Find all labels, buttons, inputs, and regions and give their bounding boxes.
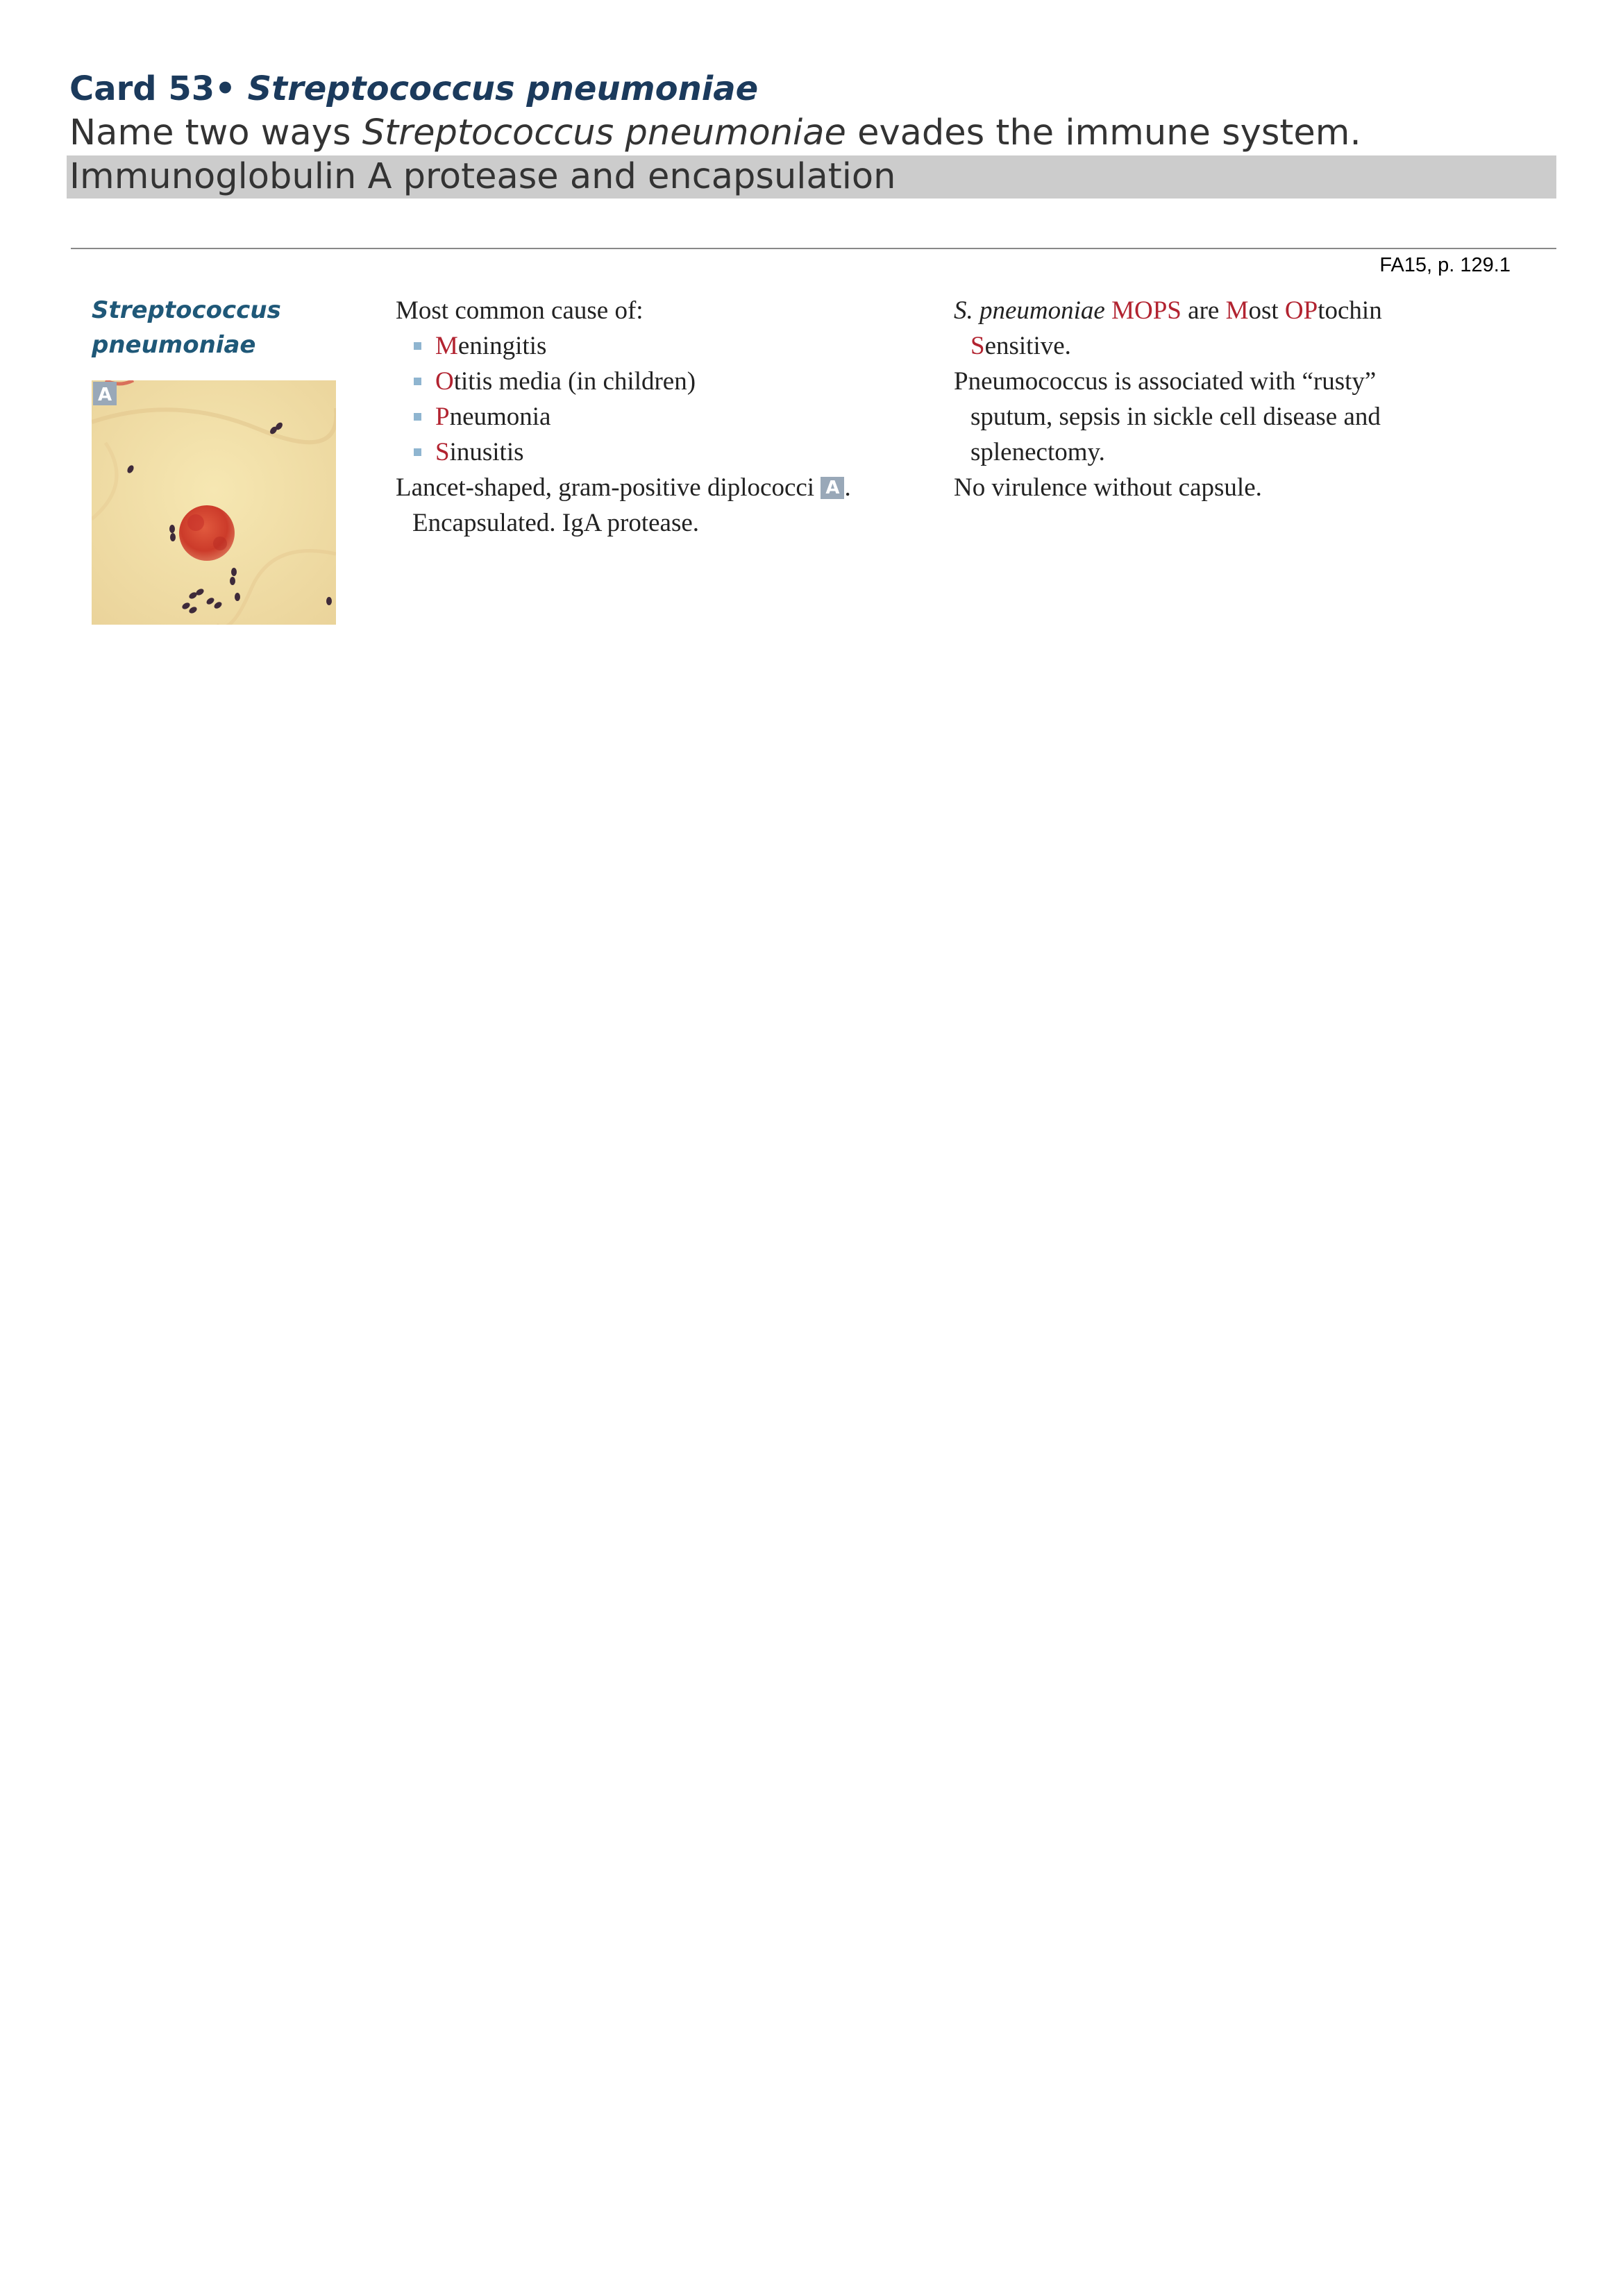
- micrograph-svg: [92, 380, 336, 625]
- bullet-item: [396, 434, 895, 470]
- mops-line: [954, 293, 1523, 328]
- answer-reveal[interactable]: Immunoglobulin A protease and encapsulation: [67, 155, 1556, 199]
- rusty-line-3: splenectomy.: [970, 438, 1105, 466]
- morphology-text: Lancet-shaped, gram-positive diplococci: [396, 473, 815, 502]
- divider: [71, 248, 1556, 249]
- bullet-square-icon: [414, 448, 421, 456]
- mops-m: M: [1225, 296, 1249, 325]
- mnemonic-letter: P: [435, 403, 450, 431]
- question-suffix: evades the immune system.: [846, 112, 1361, 153]
- bullet-square-icon: [414, 378, 421, 385]
- bullet-item: [396, 328, 895, 364]
- mops-s: S: [970, 332, 985, 360]
- section-title-line2: pneumoniae: [92, 331, 256, 359]
- question: [69, 111, 1361, 155]
- mops-ost: ost: [1248, 296, 1285, 325]
- mops-species: pneumoniae: [979, 296, 1105, 325]
- mops-line-2: [954, 328, 1523, 364]
- mops-op: OP: [1284, 296, 1318, 325]
- mops-are: are: [1181, 296, 1226, 325]
- mops-acronym: MOPS: [1104, 296, 1181, 325]
- micrograph-label: A: [97, 385, 112, 405]
- question-prefix: Name two ways: [69, 112, 362, 153]
- bullet-square-icon: [414, 342, 421, 350]
- bullet-square-icon: [414, 413, 421, 421]
- bullet-text: titis media (in children): [453, 367, 696, 396]
- bullet-item: [396, 364, 895, 399]
- mops-tochin: tochin: [1318, 296, 1382, 325]
- mnemonic-letter: S: [435, 438, 450, 466]
- bullet-text: eningitis: [457, 332, 547, 360]
- bullet-text: inusitis: [449, 438, 524, 466]
- card-title: [69, 68, 758, 110]
- rusty-line-2: sputum, sepsis in sickle cell disease and: [970, 403, 1381, 431]
- mnemonic-letter: O: [435, 367, 454, 396]
- card-label: Card 53•: [69, 69, 236, 108]
- card-topic: Streptococcus pneumoniae: [247, 69, 759, 108]
- capsule-line: No virulence without capsule.: [954, 473, 1262, 502]
- image-ref-badge[interactable]: A: [821, 477, 844, 499]
- causes-intro: Most common cause of:: [396, 296, 644, 325]
- section-title: [92, 293, 342, 362]
- morphology-period: .: [844, 473, 851, 502]
- column-causes: [396, 293, 895, 541]
- rusty-line-1: Pneumococcus is associated with “rusty”: [954, 367, 1377, 396]
- micrograph-image: [92, 380, 336, 625]
- column-notes: [954, 293, 1523, 505]
- question-organism: Streptococcus pneumoniae: [362, 112, 846, 153]
- mops-sensitive: ensitive.: [984, 332, 1071, 360]
- mnemonic-letter: M: [435, 332, 458, 360]
- mops-genus: S.: [954, 296, 979, 325]
- morphology-line: [396, 470, 895, 505]
- reference: FA15, p. 129.1: [1379, 254, 1511, 276]
- virulence-line: Encapsulated. IgA protease.: [412, 509, 700, 537]
- bullet-text: neumonia: [449, 403, 551, 431]
- bullet-item: [396, 399, 895, 434]
- section-title-line1: Streptococcus: [92, 296, 281, 324]
